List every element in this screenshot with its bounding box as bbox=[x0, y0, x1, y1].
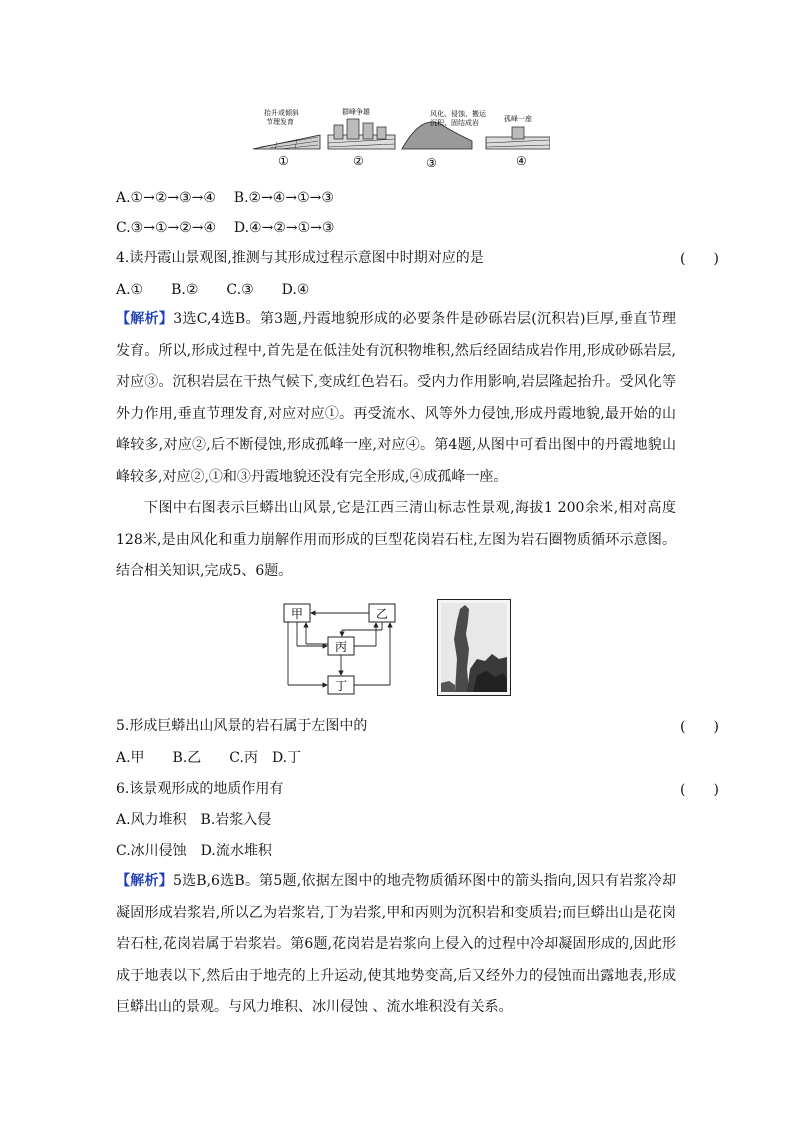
stage-1-label-a: 抬升或倾斜 bbox=[264, 109, 299, 117]
stage-3-label-a: 风化、侵蚀、搬运 bbox=[430, 110, 486, 118]
rock-cycle-diagram bbox=[280, 600, 415, 696]
q6-answer-bracket: ( ) bbox=[680, 782, 719, 798]
giant-python-photo bbox=[437, 599, 511, 696]
q6-options-row2[interactable]: C.冰川侵蚀 D.流水堆积 bbox=[116, 843, 272, 859]
stage-2-number: ② bbox=[353, 154, 364, 168]
q3-options-row2 bbox=[116, 218, 334, 238]
stage-3-number: ③ bbox=[426, 156, 437, 170]
stage-2-label: 群峰争雄 bbox=[342, 108, 370, 116]
label-yi: 乙 bbox=[376, 607, 389, 621]
q6-stem: 6.该景观形成的地质作用有 bbox=[116, 781, 284, 797]
label-bing: 丙 bbox=[335, 640, 348, 654]
q4-answer-bracket: ( ) bbox=[680, 251, 719, 267]
analysis-2 bbox=[116, 866, 676, 1024]
analysis-1-tag: 【解析】 bbox=[116, 311, 174, 327]
stage-1-number: ① bbox=[278, 154, 289, 168]
q4-options[interactable]: A.① B.② C.③ D.④ bbox=[116, 282, 310, 298]
stage-3-label-b: 沉积、固结成岩 bbox=[430, 119, 479, 127]
analysis-1-text: 3选C,4选B。第3题,丹霞地貌形成的必要条件是砂砾岩层(沉积岩)巨厚,垂直节理发育。所以,形成过程中,首先是在低洼处有沉积物堆积,然后经固结成岩作用,形成砂砾岩层,对应③。沉积岩层在干热气候下,变成红色岩石。受内力作用影响,岩层隆起抬升。受风化等外力作用,垂直节理发育,对应对应①。再受流水、风等外力侵蚀,形成丹霞地貌,最开始的山峰较多,对应②,后不断侵蚀,形成孤峰一座,对应④。第4题,从图中可看出图中的丹霞地貌山峰较多,对应②,①和③丹霞地貌还没有完全形成,④成孤峰一座。 bbox=[116, 311, 677, 485]
q3-options-row1 bbox=[116, 188, 334, 208]
q5-answer-bracket: ( ) bbox=[680, 719, 719, 735]
analysis-1 bbox=[116, 304, 676, 493]
analysis-2-tag: 【解析】 bbox=[116, 873, 173, 889]
label-ding: 丁 bbox=[335, 679, 348, 693]
q3-option-b[interactable]: B.②→④→①→③ bbox=[233, 190, 334, 206]
label-jia: 甲 bbox=[291, 607, 304, 621]
stage-1-panel bbox=[253, 108, 320, 168]
analysis-2-text: 5选B,6选B。第5题,依据左图中的地壳物质循环图中的箭头指向,因只有岩浆冷却凝固形成岩浆岩,所以乙为岩浆岩,丁为岩浆,甲和丙则为沉积岩和变质岩;而巨蟒出山是花岗岩石柱,花岗岩属于岩浆岩。第6题,花岗岩是岩浆向上侵入的过程中冷却凝固形成的,因此形成于地表以下,然后由于地壳的上升运动,使其地势变高,后又经外力的侵蚀而出露地表,形成巨蟒出山的景观。与风力堆积、冰川侵蚀 、流水堆积没有关系。 bbox=[116, 873, 676, 1015]
intro-paragraph: 下图中右图表示巨蟒出山风景,它是江西三清山标志性景观,海拔1 200余米,相对高度128米,是由风化和重力崩解作用而形成的巨型花岗岩石柱,左图为岩石圈物质循环示意图。结合相关知识,完成5、6题。 bbox=[116, 500, 676, 579]
stage-1-label-b: 节理发育 bbox=[266, 118, 294, 126]
stage-3-panel bbox=[402, 109, 487, 170]
stage-4-number: ④ bbox=[516, 154, 527, 168]
q4-stem: 4.读丹霞山景观图,推测与其形成过程示意图中时期对应的是 bbox=[116, 250, 484, 266]
stage-4-panel bbox=[486, 114, 550, 168]
q5-stem: 5.形成巨蟒出山风景的岩石属于左图中的 bbox=[116, 718, 368, 734]
stage-4-label: 孤峰一座 bbox=[504, 115, 532, 123]
danxia-formation-diagram bbox=[250, 105, 550, 175]
stage-2-panel bbox=[328, 107, 395, 168]
q3-option-c[interactable]: C.③→①→②→④ bbox=[116, 220, 217, 236]
q3-option-d[interactable]: D.④→②→①→③ bbox=[233, 220, 335, 236]
q3-option-a[interactable]: A.①→②→③→④ bbox=[116, 190, 216, 206]
q6-options-row1[interactable]: A.风力堆积 B.岩浆入侵 bbox=[116, 812, 272, 828]
q5-options[interactable]: A.甲 B.乙 C.丙 D.丁 bbox=[116, 750, 302, 766]
